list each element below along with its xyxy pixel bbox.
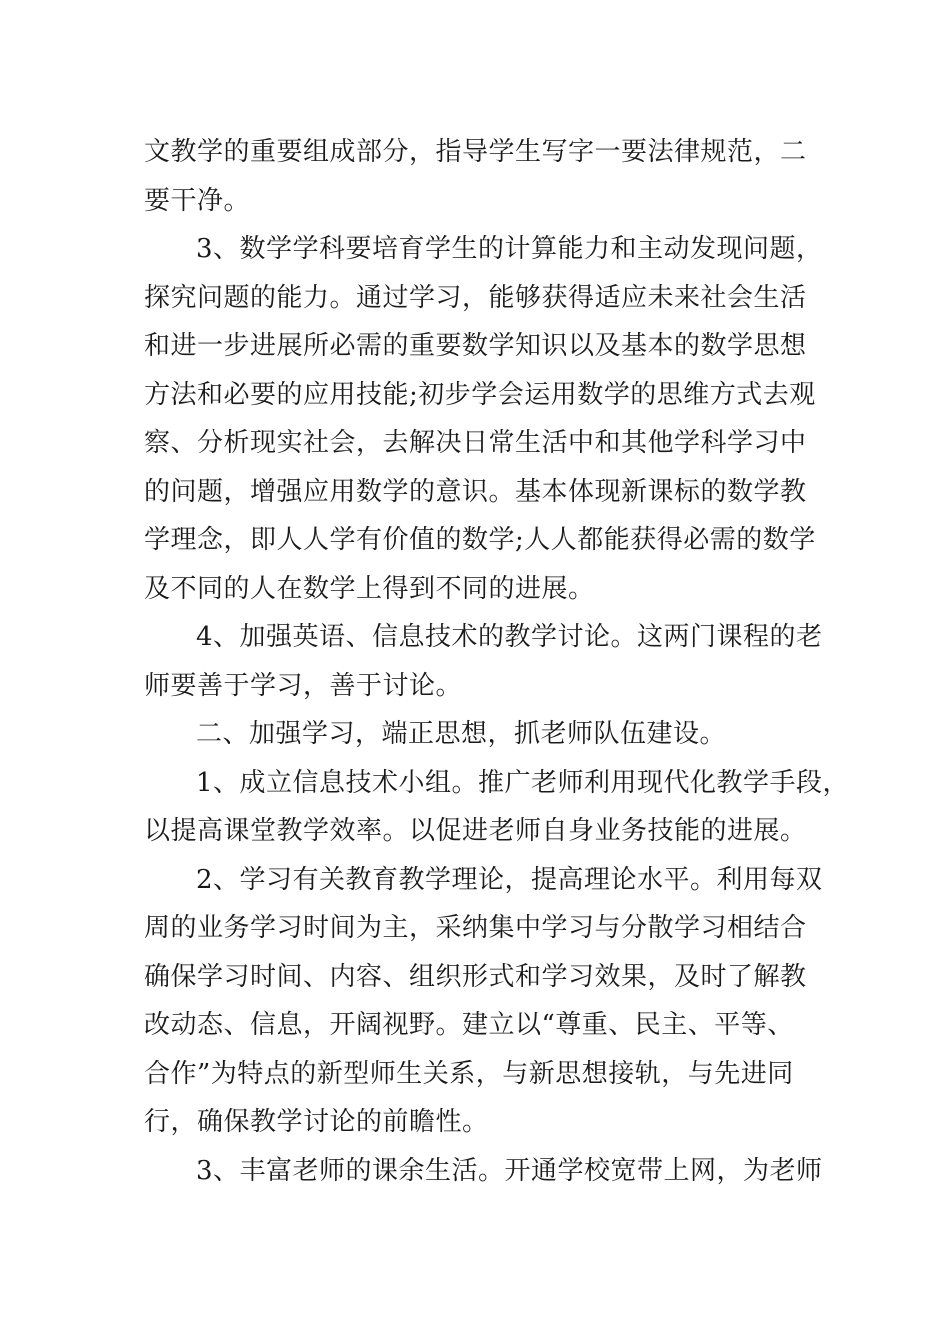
- text-line: 的问题，增强应用数学的意识。基本体现新课标的数学教: [144, 476, 807, 507]
- text-line: 察、分析现实社会，去解决日常生活中和其他学科学习中: [144, 428, 807, 458]
- text-line: 以提高课堂教学效率。以促进老师自身业务技能的进展。: [144, 816, 807, 846]
- paragraph-continued: [144, 128, 824, 225]
- text-line: 学理念，即人人学有价值的数学;人人都能获得必需的数学: [144, 525, 816, 555]
- text-line: 1、成立信息技术小组。推广老师利用现代化教学手段，: [196, 767, 850, 798]
- text-line: 文教学的重要组成部分，指导学生写字一要法律规范，二: [144, 137, 807, 167]
- document-body: [144, 128, 850, 1195]
- paragraph-math: [144, 225, 824, 613]
- text-line: 和进一步进展所必需的重要数学知识以及基本的数学思想: [144, 331, 807, 361]
- text-line: 合作”为特点的新型师生关系，与新思想接轨，与先进同: [144, 1058, 794, 1089]
- paragraph-leisure: [144, 1147, 824, 1196]
- text-line: 方法和必要的应用技能;初步学会运用数学的思维方式去观: [144, 379, 816, 410]
- text-line: 3、丰富老师的课余生活。开通学校宽带上网，为老师: [196, 1155, 823, 1186]
- text-line: 确保学习时间、内容、组织形式和学习效果，及时了解教: [144, 961, 807, 992]
- text-line: 改动态、信息，开阔视野。建立以“尊重、民主、平等、: [144, 1010, 794, 1040]
- text-line: 3、数学学科要培育学生的计算能力和主动发现问题，: [196, 234, 823, 264]
- paragraph-theory: [144, 856, 824, 1147]
- text-line: 二、加强学习，端正思想，抓老师队伍建设。: [196, 719, 727, 749]
- text-line: 2、学习有关教育教学理论，提高理论水平。利用每双: [196, 864, 823, 895]
- paragraph-english: [144, 613, 824, 710]
- text-line: 4、加强英语、信息技术的教学讨论。这两门课程的老: [196, 622, 823, 652]
- section-heading-2: [144, 710, 824, 759]
- text-line: 及不同的人在数学上得到不同的进展。: [144, 573, 595, 604]
- paragraph-it-group: [144, 759, 850, 856]
- text-line: 师要善于学习，善于讨论。: [144, 670, 463, 701]
- text-line: 行，确保教学讨论的前瞻性。: [144, 1107, 489, 1137]
- text-line: 探究问题的能力。通过学习，能够获得适应未来社会生活: [144, 282, 807, 313]
- text-line: 要干净。: [144, 185, 251, 216]
- text-line: 周的业务学习时间为主，采纳集中学习与分散学习相结合: [144, 913, 807, 943]
